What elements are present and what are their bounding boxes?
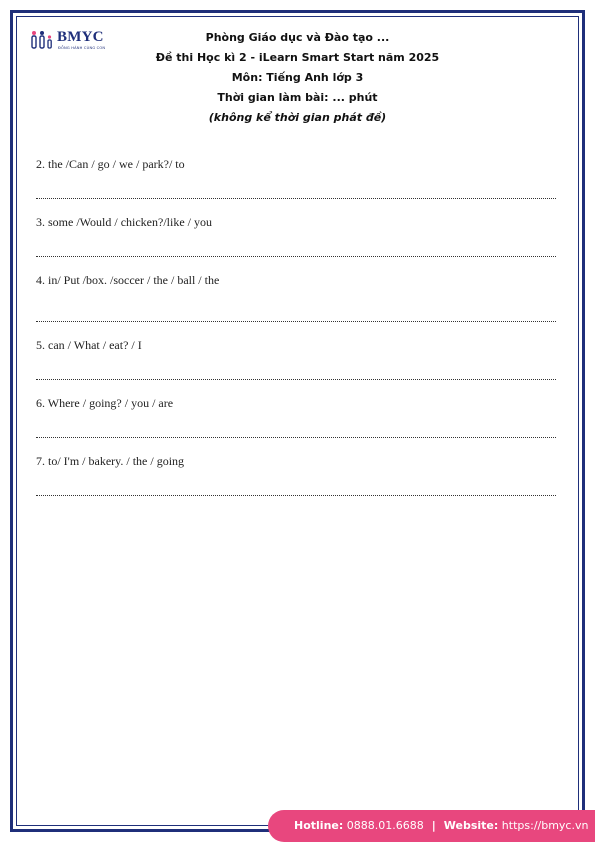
answer-line[interactable] <box>36 494 556 496</box>
question-text: 6. Where / going? / you / are <box>36 396 174 410</box>
header-note: (không kể thời gian phát đề) <box>208 111 387 124</box>
question-text: 4. in/ Put /box. /soccer / the / ball / the <box>36 273 220 287</box>
question-item <box>36 272 556 337</box>
answer-line[interactable] <box>36 255 556 257</box>
header-duration: Thời gian làm bài: ... phút <box>217 91 378 104</box>
header-subject: Môn: Tiếng Anh lớp 3 <box>231 71 364 84</box>
question-list <box>36 156 556 511</box>
answer-line[interactable] <box>36 320 556 322</box>
logo-brand: BMYC <box>57 29 104 45</box>
answer-line[interactable] <box>36 378 556 380</box>
header-exam-title: Đề thi Học kì 2 - iLearn Smart Start năm 2025 <box>155 51 440 64</box>
question-item <box>36 395 556 453</box>
question-text: 7. to/ I'm / bakery. / the / going <box>36 454 185 468</box>
logo-tagline: ĐỒNG HÀNH CÙNG CON <box>58 46 106 50</box>
footer-separator: | <box>431 819 436 832</box>
question-item <box>36 337 556 395</box>
question-text: 2. the /Can / go / we / park?/ to <box>36 157 185 171</box>
website-link[interactable]: https://bmyc.vn <box>501 819 589 832</box>
exam-header <box>0 28 595 128</box>
question-item <box>36 453 556 511</box>
question-text: 5. can / What / eat? / I <box>36 338 142 352</box>
question-item <box>36 156 556 214</box>
answer-line[interactable] <box>36 436 556 438</box>
header-department: Phòng Giáo dục và Đào tạo ... <box>205 31 390 44</box>
hotline-label: Hotline: <box>294 819 344 832</box>
contact-footer <box>268 810 595 842</box>
question-text: 3. some /Would / chicken?/like / you <box>36 215 212 229</box>
hotline-number[interactable]: 0888.01.6688 <box>346 819 424 832</box>
website-label: Website: <box>443 819 499 832</box>
question-item <box>36 214 556 272</box>
answer-line[interactable] <box>36 197 556 199</box>
